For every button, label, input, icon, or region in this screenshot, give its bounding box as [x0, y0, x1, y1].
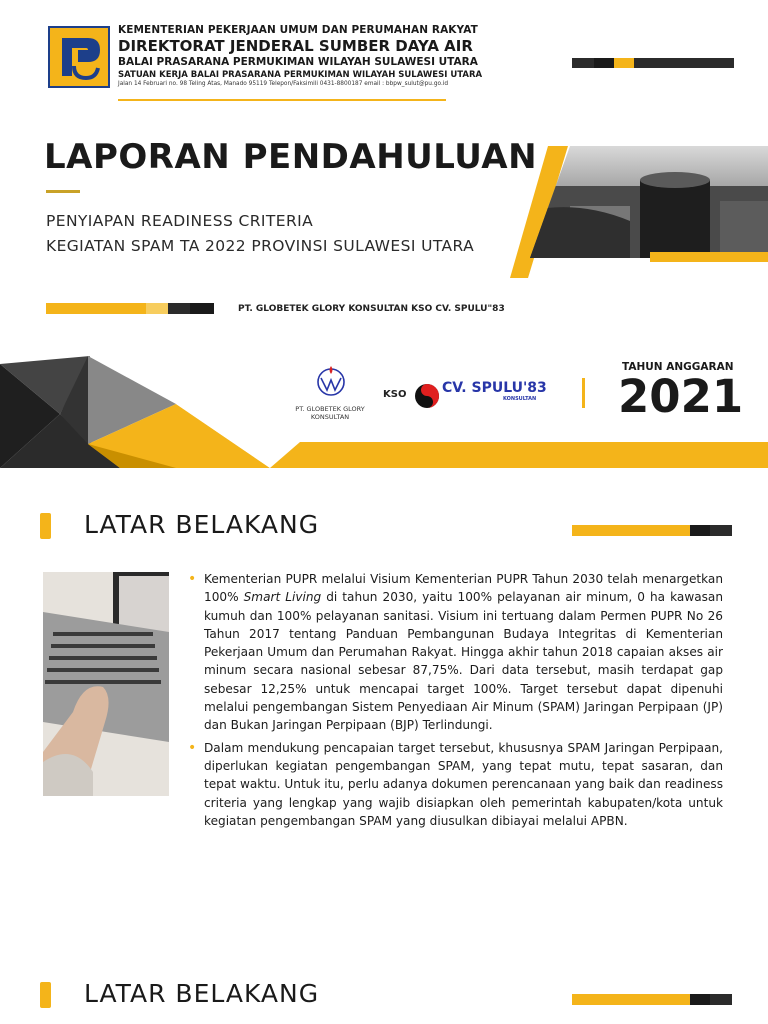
spulu-logo	[414, 383, 440, 409]
bullet-item	[188, 570, 723, 735]
section-stripe-bar	[572, 525, 732, 536]
ministry-name: KEMENTERIAN PEKERJAAN UMUM DAN PERUMAHAN RAKYAT	[118, 24, 478, 36]
satker-name: SATUAN KERJA BALAI PRASARANA PERMUKIMAN WILAYAH SULAWESI UTARA	[118, 70, 483, 80]
subtitle-line-1: PENYIAPAN READINESS CRITERIA	[46, 212, 314, 230]
directorate-name: DIREKTORAT JENDERAL SUMBER DAYA AIR	[118, 37, 473, 55]
section-title: LATAR BELAKANG	[84, 510, 320, 539]
bullet-item	[188, 739, 723, 830]
pupr-logo	[48, 26, 110, 88]
year-divider	[582, 378, 585, 408]
cover-photo	[510, 146, 768, 278]
bullet-1-emphasis: Smart Living	[243, 590, 322, 605]
year-label: TAHUN ANGGARAN	[622, 361, 734, 373]
spulu-name: CV. SPULU'83	[442, 380, 547, 396]
kso-label: KSO	[383, 389, 407, 400]
bullet-1-text-a: Kementerian PUPR melalui Visium Kementerian PUPR Tahun 2030 telah menargetkan 100%	[204, 572, 723, 605]
bullet-1-text-b: di tahun 2030, yaitu 100% pelayanan air minum, 0 ha kawasan kumuh dan 100% pelayanan sanitasi. Visium ini tertuang dalam Permen PUPR No 26 Tahun 2017 tentang Panduan Pembangunan Budaya Integritas di Kementerian Pekerjaan Umum dan Perumahan Rakyat. Hingga akhir tahun 2018 capaian akses air minum secara nasional sebesar 87,75%. Dari data tersebut, masih terdapat gap sebesar 12,25% untuk mencapai target 100%. Target tersebut dapat dipenuhi melalui pengembangan Sistem Penyediaan Air Minum (SPAM) Jaringan Perpipaan (JP) dan Bukan Jaringan Perpipaan (BJP) Terlindungi.	[204, 590, 723, 733]
left-stripe-bar	[46, 303, 214, 314]
globetek-logo	[315, 364, 347, 402]
section-stripe-bar	[572, 994, 732, 1005]
top-stripe-bar	[572, 58, 734, 68]
laptop-photo	[43, 572, 169, 796]
subtitle-line-2: KEGIATAN SPAM TA 2022 PROVINSI SULAWESI UTARA	[46, 237, 475, 255]
pupr-logo-icon	[50, 28, 108, 86]
bullet-dot-icon: •	[188, 571, 197, 587]
bullet-dot-icon: •	[188, 739, 197, 756]
bullet-list	[188, 570, 723, 834]
spulu-sub: KONSULTAN	[503, 396, 537, 402]
document-title: LAPORAN PENDAHULUAN	[44, 137, 538, 177]
letterhead-text	[118, 24, 483, 87]
year-value: 2021	[618, 370, 744, 423]
letterhead-divider	[118, 99, 446, 101]
address-line: Jalan 14 Februari no. 98 Teling Atas, Manado 95119 Telepon/Faksimili 0431-8800187 email : bbpw_sulut@pu.go.id	[118, 81, 449, 87]
section-marker	[40, 982, 51, 1008]
title-underline	[46, 190, 80, 193]
section-title: LATAR BELAKANG	[84, 979, 320, 1008]
bullet-2-text: Dalam mendukung pencapaian target tersebut, khususnya SPAM Jaringan Perpipaan, diperlukan kegiatan pengembangan SPAM, yang tepat mutu, tepat sasaran, dan tepat waktu. Untuk itu, perlu adanya dokumen perencanaan yang baik dan readiness criteria yang lengkap yang wajib disiapkan oleh pemerintah kabupaten/kota untuk kegiatan pengembangan SPAM yang diusulkan dibiayai melalui APBN.	[204, 740, 723, 828]
consultant-name: PT. GLOBETEK GLORY KONSULTAN KSO CV. SPULU"83	[238, 304, 505, 314]
globetek-label: PT. GLOBETEK GLORY KONSULTAN	[295, 405, 365, 422]
balai-name: BALAI PRASARANA PERMUKIMAN WILAYAH SULAWESI UTARA	[118, 56, 478, 68]
section-marker	[40, 513, 51, 539]
